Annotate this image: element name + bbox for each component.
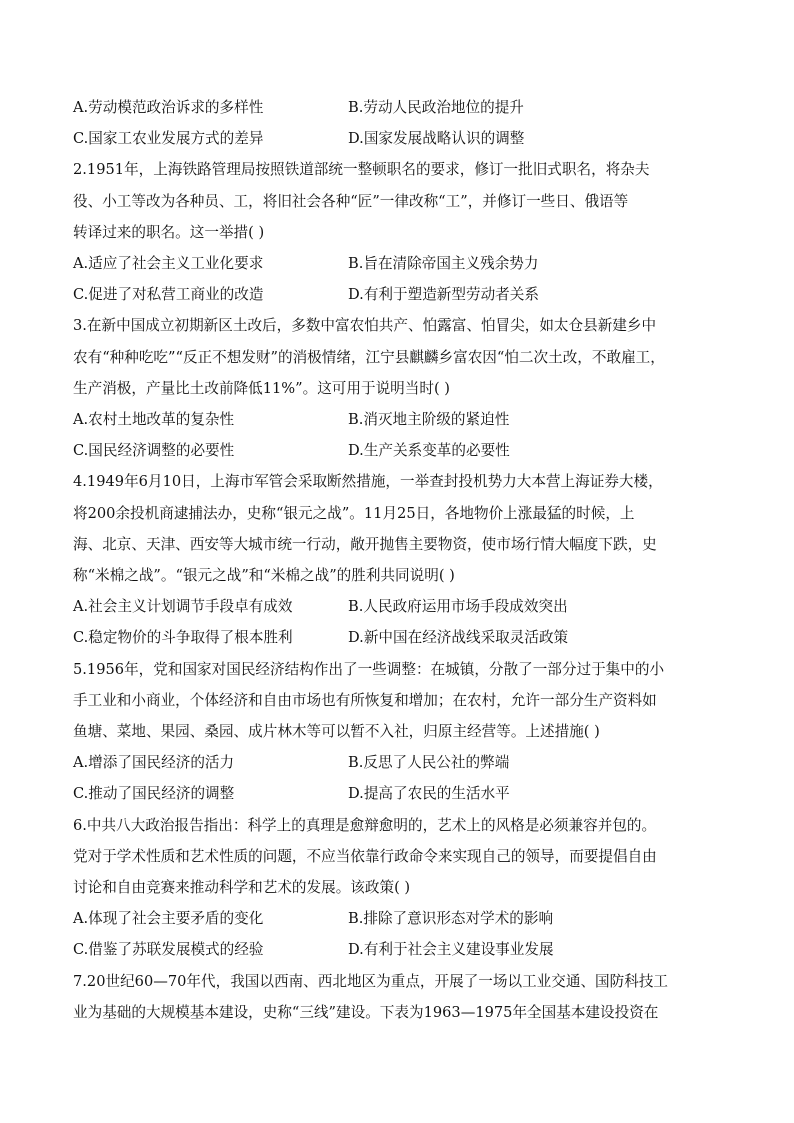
answer-option: D.国家发展战略认识的调整 (348, 130, 525, 148)
option-row (73, 404, 723, 435)
question-stem-line: 4.1949年6月10日，上海市军管会采取断然措施，一举查封投机势力大本营上海证券大楼， (73, 473, 663, 491)
answer-option: B.劳动人民政治地位的提升 (348, 99, 524, 116)
answer-option: B.旨在清除帝国主义残余势力 (348, 255, 539, 273)
question-block (73, 966, 723, 1028)
answer-option: B.人民政府运用市场手段成效突出 (348, 598, 568, 616)
answer-option: D.生产关系变革的必要性 (348, 442, 510, 460)
answer-option: A.农村土地改革的复杂性 (73, 411, 235, 429)
option-row (73, 934, 723, 965)
question-stem-line: 海、北京、天津、西安等大城市统一行动，敞开抛售主要物资，使市场行情大幅度下跌，史 (73, 535, 657, 553)
question-stem-line: 将200余投机商逮捕法办，史称“银元之战”。11月25日，各地物价上涨最猛的时候，上 (73, 504, 635, 522)
answer-option: A.体现了社会主要矛盾的变化 (73, 910, 264, 928)
question-stem-line: 农有“种种吃吃”“反正不想发财”的消极情绪，江宁县麒麟乡富农因“怕二次土改，不敢雇工， (73, 348, 665, 366)
answer-option: A.增添了国民经济的活力 (73, 754, 235, 772)
question-stem-line: 生产消极，产量比土改前降低11%”。这可用于说明当时( ) (73, 379, 450, 397)
question-stem-line: 7.20世纪60—70年代，我国以西南、西北地区为重点，开展了一场以工业交通、国防科技工 (73, 972, 669, 990)
answer-option: C.推动了国民经济的调整 (73, 785, 235, 803)
question-block (73, 810, 723, 966)
answer-option: B.排除了意识形态对学术的影响 (348, 910, 554, 928)
answer-option: C.国家工农业发展方式的差异 (73, 130, 264, 148)
option-row (73, 778, 723, 809)
option-row (73, 279, 723, 310)
answer-option: D.有利于社会主义建设事业发展 (348, 941, 554, 959)
answer-option: D.提高了农民的生活水平 (348, 785, 510, 803)
exam-page (73, 92, 723, 1028)
question-stem-line: 转译过来的职名。这一举措( ) (73, 223, 265, 241)
question-stem-line: 鱼塘、菜地、果园、桑园、成片林木等可以暂不入社，归原主经营等。上述措施( ) (73, 723, 600, 741)
answer-option: C.稳定物价的斗争取得了根本胜利 (73, 629, 293, 647)
question-block (73, 154, 723, 310)
question-block (73, 654, 723, 810)
option-row (73, 622, 723, 653)
option-row (73, 92, 723, 123)
question-stem-line: 党对于学术性质和艺术性质的问题，不应当依靠行政命令来实现自己的领导，而要提倡自由 (73, 847, 657, 865)
answer-option: C.促进了对私营工商业的改造 (73, 286, 264, 304)
option-row (73, 248, 723, 279)
question-stem-line: 6.中共八大政治报告指出：科学上的真理是愈辩愈明的，艺术上的风格是必须兼容并包的。 (73, 816, 657, 834)
answer-option: A.社会主义计划调节手段卓有成效 (73, 598, 293, 616)
answer-option: B.消灭地主阶级的紧迫性 (348, 411, 510, 429)
option-row (73, 435, 723, 466)
answer-option: C.国民经济调整的必要性 (73, 442, 235, 460)
option-row (73, 747, 723, 778)
question-block (73, 466, 723, 653)
answer-option: A.劳动模范政治诉求的多样性 (73, 99, 264, 116)
option-row (73, 123, 723, 154)
question-stem-line: 讨论和自由竞赛来推动科学和艺术的发展。该政策( ) (73, 879, 411, 897)
option-row (73, 591, 723, 622)
question-stem-line: 役、小工等改为各种员、工，将旧社会各种“匠”一律改称“工”，并修订一些日、俄语等 (73, 192, 629, 210)
option-row (73, 903, 723, 934)
question-stem-line: 2.1951年，上海铁路管理局按照铁道部统一整顿职名的要求，修订一批旧式职名，将杂夫 (73, 161, 650, 179)
question-stem-line: 业为基础的大规模基本建设，史称“三线”建设。下表为1963—1975年全国基本建设投资在 (73, 1003, 659, 1021)
question-block (73, 310, 723, 466)
question-stem-line: 手工业和小商业，个体经济和自由市场也有所恢复和增加；在农村，允许一部分生产资料如 (73, 691, 657, 709)
question-stem-line: 称“米棉之战”。“银元之战”和“米棉之战”的胜利共同说明( ) (73, 567, 455, 585)
previous-question-options (73, 92, 723, 154)
answer-option: D.有利于塑造新型劳动者关系 (348, 286, 539, 304)
question-stem-line: 5.1956年，党和国家对国民经济结构作出了一些调整：在城镇，分散了一部分过于集中的小 (73, 660, 665, 678)
question-stem-line: 3.在新中国成立初期新区土改后，多数中富农怕共产、怕露富、怕冒尖，如太仓县新建乡中 (73, 317, 657, 335)
answer-option: D.新中国在经济战线采取灵活政策 (348, 629, 569, 647)
answer-option: C.借鉴了苏联发展模式的经验 (73, 941, 264, 959)
answer-option: B.反思了人民公社的弊端 (348, 754, 510, 772)
answer-option: A.适应了社会主义工业化要求 (73, 255, 264, 273)
